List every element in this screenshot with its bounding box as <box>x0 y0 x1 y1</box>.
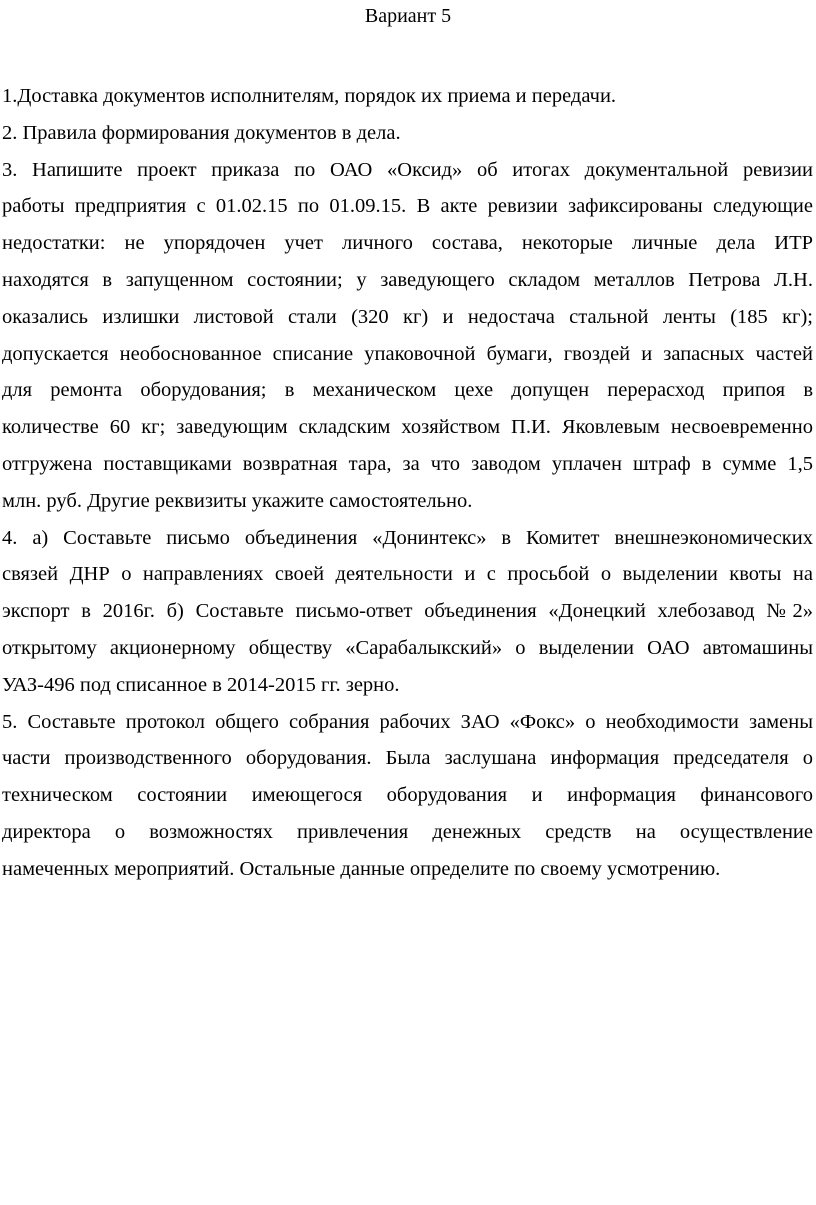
text-line: для ремонта оборудования; в механическом цехе допущен перерасход припоя в <box>2 379 813 402</box>
text-line: недостатки: не упорядочен учет личного состава, некоторые личные дела ИТР <box>2 232 813 255</box>
text-line-item-4-start: 4. а) Составьте письмо объединения «Донинтекс» в Комитет внешнеэкономических <box>2 526 813 549</box>
text-line: связей ДНР о направлениях своей деятельности и с просьбой о выделении квоты на <box>2 563 813 586</box>
text-line-item-1: 1.Доставка документов исполнителям, порядок их приема и передачи. <box>2 85 617 107</box>
text-line-item-3-start: 3. Напишите проект приказа по ОАО «Оксид» об итогах документальной ревизии <box>2 158 813 181</box>
document-title: Вариант 5 <box>364 5 452 27</box>
text-line: техническом состоянии имеющегося оборудования и информация финансового <box>2 784 813 807</box>
document-body <box>2 78 813 888</box>
text-line-item-3-end: млн. руб. Другие реквизиты укажите самостоятельно. <box>2 489 473 512</box>
text-line: экспорт в 2016г. б) Составьте письмо-ответ объединения «Донецкий хлебозавод №2» <box>2 600 813 623</box>
text-line-item-5-start: 5. Составьте протокол общего собрания рабочих ЗАО «Фокс» о необходимости замены <box>2 710 813 733</box>
text-line: части производственного оборудования. Была заслушана информация председателя о <box>2 747 813 770</box>
text-line: директора о возможностях привлечения денежных средств на осуществление <box>2 820 813 843</box>
text-line: отгружена поставщиками возвратная тара, за что заводом уплачен штраф в сумме 1,5 <box>2 452 813 475</box>
text-line: находятся в запущенном состоянии; у заведующего складом металлов Петрова Л.Н. <box>2 268 813 291</box>
text-line-item-5-end: намеченных мероприятий. Остальные данные определите по своему усмотрению. <box>2 857 721 880</box>
text-line: оказались излишки листовой стали (320 кг) и недостача стальной ленты (185 кг); <box>2 305 813 328</box>
text-line-item-2: 2. Правила формирования документов в дела. <box>2 121 401 144</box>
text-line-item-4-end: УАЗ-496 под списанное в 2014-2015 гг. зерно. <box>2 673 400 696</box>
text-line: допускается необоснованное списание упаковочной бумаги, гвоздей и запасных частей <box>2 342 813 365</box>
text-line: количестве 60 кг; заведующим складским хозяйством П.И. Яковлевым несвоевременно <box>2 416 813 439</box>
text-line: работы предприятия с 01.02.15 по 01.09.15. В акте ревизии зафиксированы следующие <box>2 195 813 218</box>
text-line: открытому акционерному обществу «Сарабалыкский» о выделении ОАО автомашины <box>2 636 813 659</box>
